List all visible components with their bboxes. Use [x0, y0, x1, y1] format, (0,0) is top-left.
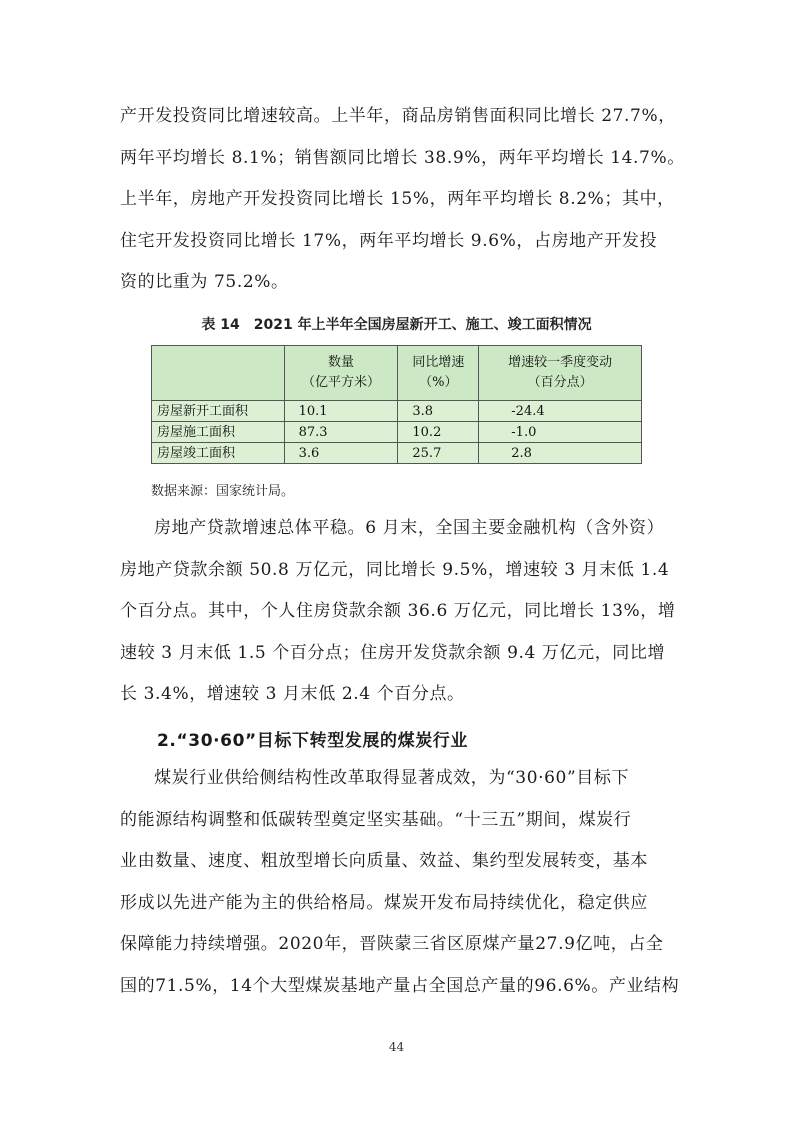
cell-yoy: 3.8	[398, 401, 479, 422]
text-line: 国的71.5%，14个大型煤炭基地产量占全国总产量的96.6%。产业结构	[120, 975, 680, 996]
text-line: 的能源结构调整和低碳转型奠定坚实基础。“十三五”期间，煤炭行	[120, 809, 632, 830]
table-header-yoy	[398, 346, 479, 401]
text-line: 上半年，房地产开发投资同比增长 15%，两年平均增长 8.2%；其中，	[120, 189, 675, 209]
text-line: 长 3.4%，增速较 3 月末低 2.4 个百分点。	[120, 684, 465, 704]
row-label: 房屋竣工面积	[152, 443, 285, 464]
header-line: 数量	[328, 355, 355, 370]
text-line: 资的比重为 75.2%。	[120, 272, 289, 292]
text-line: 形成以先进产能为主的供给格局。煤炭开发布局持续优化，稳定供应	[120, 892, 648, 913]
text-line: 个百分点。其中，个人住房贷款余额 36.6 万亿元，同比增长 13%，增	[120, 601, 676, 621]
text-line: 产开发投资同比增速较高。上半年，商品房销售面积同比增长 27.7%，	[120, 106, 676, 126]
cell-yoy: 25.7	[398, 443, 479, 464]
cell-change: 2.8	[479, 443, 642, 464]
text-line: 煤炭行业供给侧结构性改革取得显著成效，为“30·60”目标下	[154, 768, 630, 788]
table-row	[152, 401, 642, 422]
table-source-note: 数据来源：国家统计局。	[151, 484, 295, 499]
header-unit: （亿平方米）	[302, 375, 381, 390]
text-line: 住宅开发投资同比增长 17%，两年平均增长 9.6%，占房地产开发投	[120, 230, 658, 251]
row-label: 房屋施工面积	[152, 422, 285, 443]
cell-quantity: 3.6	[284, 443, 398, 464]
text-line: 房地产贷款增速总体平稳。6 月末，全国主要金融机构（含外资）	[154, 518, 665, 538]
text-line: 两年平均增长 8.1%；销售额同比增长 38.9%，两年平均增长 14.7%。	[120, 147, 685, 168]
paragraph-real-estate-loans	[120, 508, 676, 716]
table-header-change	[479, 346, 642, 401]
section-heading: 2.“30·60”目标下转型发展的煤炭行业	[157, 731, 469, 751]
header-line: 增速较一季度变动	[508, 355, 613, 370]
table-row	[152, 422, 642, 443]
text-line: 保障能力持续增强。2020年，晋陕蒙三省区原煤产量27.9亿吨，占全	[120, 934, 664, 954]
cell-change: -24.4	[479, 401, 642, 422]
text-line: 房地产贷款余额 50.8 万亿元，同比增长 9.5%，增速较 3 月末低 1.4	[120, 559, 670, 580]
header-unit: （百分点）	[527, 375, 593, 390]
page-number: 44	[388, 1040, 405, 1054]
cell-change: -1.0	[479, 422, 642, 443]
paragraph-coal-industry	[120, 758, 680, 1007]
header-unit: （%）	[419, 375, 458, 390]
row-label: 房屋新开工面积	[152, 401, 285, 422]
table-caption: 表 14 2021 年上半年全国房屋新开工、施工、竣工面积情况	[201, 317, 592, 333]
text-line: 业由数量、速度、粗放型增长向质量、效益、集约型发展转变，基本	[120, 851, 648, 871]
cell-yoy: 10.2	[398, 422, 479, 443]
paragraph-housing-sales	[120, 96, 685, 304]
table-header-corner	[152, 346, 285, 401]
text-line: 速较 3 月末低 1.5 个百分点；住房开发贷款余额 9.4 万亿元，同比增	[120, 642, 666, 663]
table-row	[152, 443, 642, 464]
table-header-quantity	[284, 346, 398, 401]
cell-quantity: 87.3	[284, 422, 398, 443]
table-header-row	[152, 346, 642, 401]
cell-quantity: 10.1	[284, 401, 398, 422]
data-table	[151, 345, 642, 464]
header-line: 同比增速	[412, 355, 465, 370]
